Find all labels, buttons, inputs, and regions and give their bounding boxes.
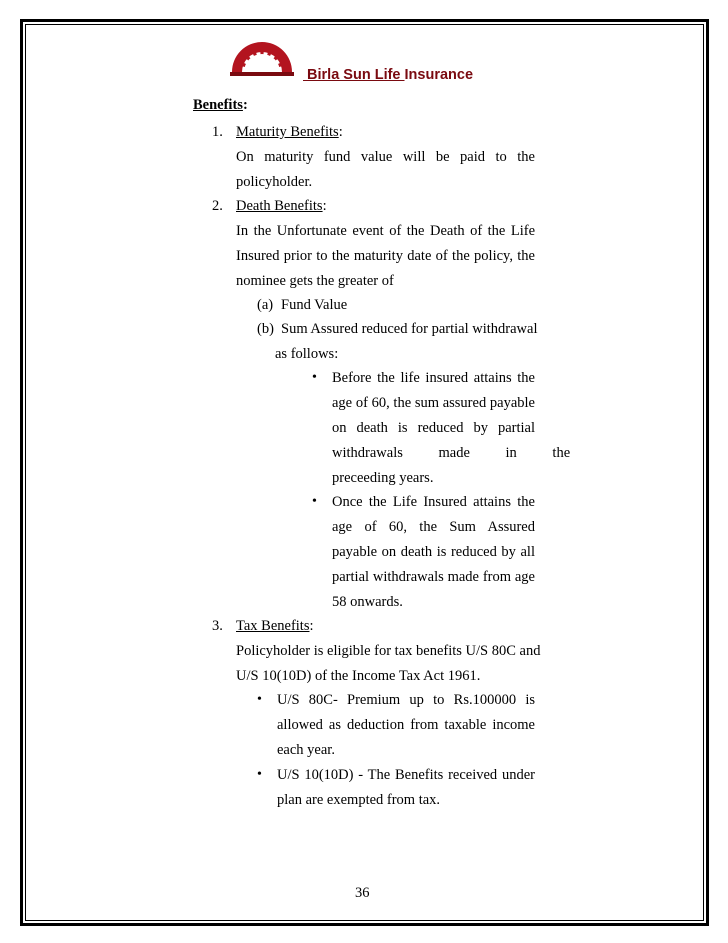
page-number: 36 <box>355 885 370 901</box>
benefits-heading-text: Benefits <box>193 97 243 113</box>
bullet-line: payable on death is reduced by all <box>332 544 535 560</box>
bullet-line: each year. <box>277 742 335 758</box>
subitem-text: Sum Assured reduced for partial withdrawal <box>281 321 538 337</box>
subitem-label: (b) <box>257 321 274 337</box>
bullet-dot: • <box>312 370 317 385</box>
item-1-line: On maturity fund value will be paid to the <box>236 149 535 165</box>
bullet-line: partial withdrawals made from age <box>332 569 535 585</box>
item-2-line: In the Unfortunate event of the Death of the Life <box>236 223 535 239</box>
bullet-line: age of 60, the sum assured payable <box>332 395 535 411</box>
bullet-line: Before the life insured attains the <box>332 370 535 386</box>
subitem-text-cont: as follows: <box>275 346 339 362</box>
subitem-text: Fund Value <box>281 297 348 313</box>
item-3-line: Policyholder is eligible for tax benefits U/S 80C and <box>236 643 541 659</box>
header-brand <box>303 67 473 83</box>
bullet-line: allowed as deduction from taxable income <box>277 717 535 733</box>
bullet-line: U/S 10(10D) - The Benefits received under <box>277 767 535 783</box>
item-2-line: nominee gets the greater of <box>236 273 394 289</box>
bullet-line: on death is reduced by partial <box>332 420 535 436</box>
bullet-line: U/S 80C- Premium up to Rs.100000 is <box>277 692 535 708</box>
item-1-number: 1. <box>212 124 223 140</box>
item-2-title: Death Benefits: <box>236 198 327 214</box>
header-brand-rest: Insurance <box>404 67 474 83</box>
subitem-label: (a) <box>257 297 274 313</box>
item-2-line: Insured prior to the maturity date of the policy, the <box>236 248 535 264</box>
bullet-dot: • <box>257 692 262 707</box>
benefits-heading: Benefits: <box>193 97 248 113</box>
bullet-line: preceeding years. <box>332 470 434 486</box>
bullet-dot: • <box>312 494 317 509</box>
item-1-title: Maturity Benefits: <box>236 124 343 140</box>
item-3-number: 3. <box>212 618 223 634</box>
bullet-line: age of 60, the Sum Assured <box>332 519 535 535</box>
item-3-title: Tax Benefits: <box>236 618 314 634</box>
item-1-line: policyholder. <box>236 174 313 190</box>
bullet-line: 58 onwards. <box>332 594 403 610</box>
bullet-line: Once the Life Insured attains the <box>332 494 535 510</box>
sunburst-logo-icon <box>230 40 294 76</box>
item-3-line: U/S 10(10D) of the Income Tax Act 1961. <box>236 668 481 684</box>
bullet-dot: • <box>257 767 262 782</box>
bullet-line: plan are exempted from tax. <box>277 792 441 808</box>
header-brand-underlined: Birla Sun Life <box>303 67 405 83</box>
item-2-number: 2. <box>212 198 223 214</box>
bullet-line: withdrawals made in the <box>332 445 571 461</box>
